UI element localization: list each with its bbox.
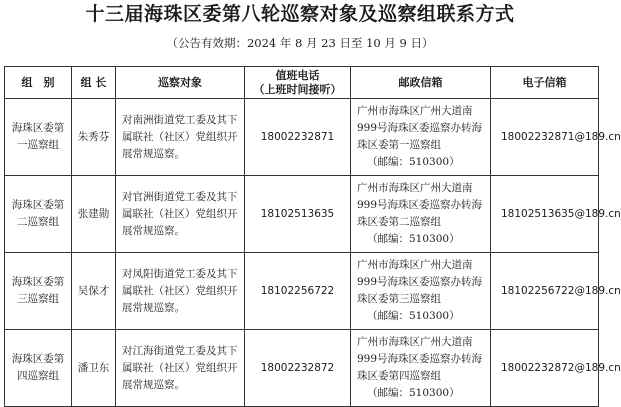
leader-cell: 张建勋 <box>72 176 116 253</box>
email-cell[interactable]: 18102513635@189.cn <box>491 176 599 253</box>
group-cell: 海珠区委第二巡察组 <box>5 176 72 253</box>
phone-cell[interactable]: 18102513635 <box>245 176 351 253</box>
table-header-row <box>5 67 599 99</box>
phone-cell[interactable]: 18102256722 <box>245 253 351 330</box>
header-target: 巡察对象 <box>116 67 245 99</box>
page-title: 十三届海珠区委第八轮巡察对象及巡察组联系方式 <box>85 3 515 25</box>
email-cell[interactable]: 18002232872@189.cn <box>491 330 599 407</box>
mail-cell <box>351 99 491 176</box>
phone-cell[interactable]: 18002232872 <box>245 330 351 407</box>
table-row <box>5 253 599 330</box>
leader-cell: 潘卫东 <box>72 330 116 407</box>
group-cell: 海珠区委第三巡察组 <box>5 253 72 330</box>
postcode: （邮编：510300） <box>367 233 460 245</box>
header-email: 电子信箱 <box>491 67 599 99</box>
mail-cell <box>351 176 491 253</box>
table-row <box>5 176 599 253</box>
contact-table <box>4 66 621 407</box>
header-phone-line1: 值班电话 <box>275 68 320 82</box>
header-leader: 组 长 <box>72 67 116 99</box>
mail-cell <box>351 253 491 330</box>
leader-cell: 朱秀芬 <box>72 99 116 176</box>
phone-cell[interactable]: 18002232871 <box>245 99 351 176</box>
target-cell: 对南洲街道党工委及其下属联社（社区）党组织开展常规巡察。 <box>116 99 245 176</box>
target-cell: 对凤阳街道党工委及其下属联社（社区）党组织开展常规巡察。 <box>116 253 245 330</box>
table-row <box>5 99 599 176</box>
mail-address: 广州市海珠区广州大道南999号海珠区委巡察办转海珠区委第三巡察组 <box>357 259 483 305</box>
header-mail: 邮政信箱 <box>351 67 491 99</box>
mail-cell <box>351 330 491 407</box>
header-group: 组 别 <box>5 67 72 99</box>
mail-address: 广州市海珠区广州大道南999号海珠区委巡察办转海珠区委第一巡察组 <box>357 105 483 151</box>
group-cell: 海珠区委第四巡察组 <box>5 330 72 407</box>
postcode: （邮编：510300） <box>367 387 460 399</box>
mail-address: 广州市海珠区广州大道南999号海珠区委巡察办转海珠区委第二巡察组 <box>357 182 483 228</box>
email-cell[interactable]: 18002232871@189.cn <box>491 99 599 176</box>
header-phone <box>245 67 351 99</box>
target-cell: 对江海街道党工委及其下属联社（社区）党组织开展常规巡察。 <box>116 330 245 407</box>
email-cell[interactable]: 18102256722@189.cn <box>491 253 599 330</box>
target-cell: 对官洲街道党工委及其下属联社（社区）党组织开展常规巡察。 <box>116 176 245 253</box>
header-phone-line2: （上班时间接听） <box>253 82 342 96</box>
table-row <box>5 330 599 407</box>
mail-address: 广州市海珠区广州大道南999号海珠区委巡察办转海珠区委第四巡察组 <box>357 336 483 382</box>
postcode: （邮编：510300） <box>367 156 460 168</box>
postcode: （邮编：510300） <box>367 310 460 322</box>
validity-period: （公告有效期：2024 年 8 月 23 日至 10 月 9 日） <box>166 36 434 50</box>
group-cell: 海珠区委第一巡察组 <box>5 99 72 176</box>
leader-cell: 吴保才 <box>72 253 116 330</box>
